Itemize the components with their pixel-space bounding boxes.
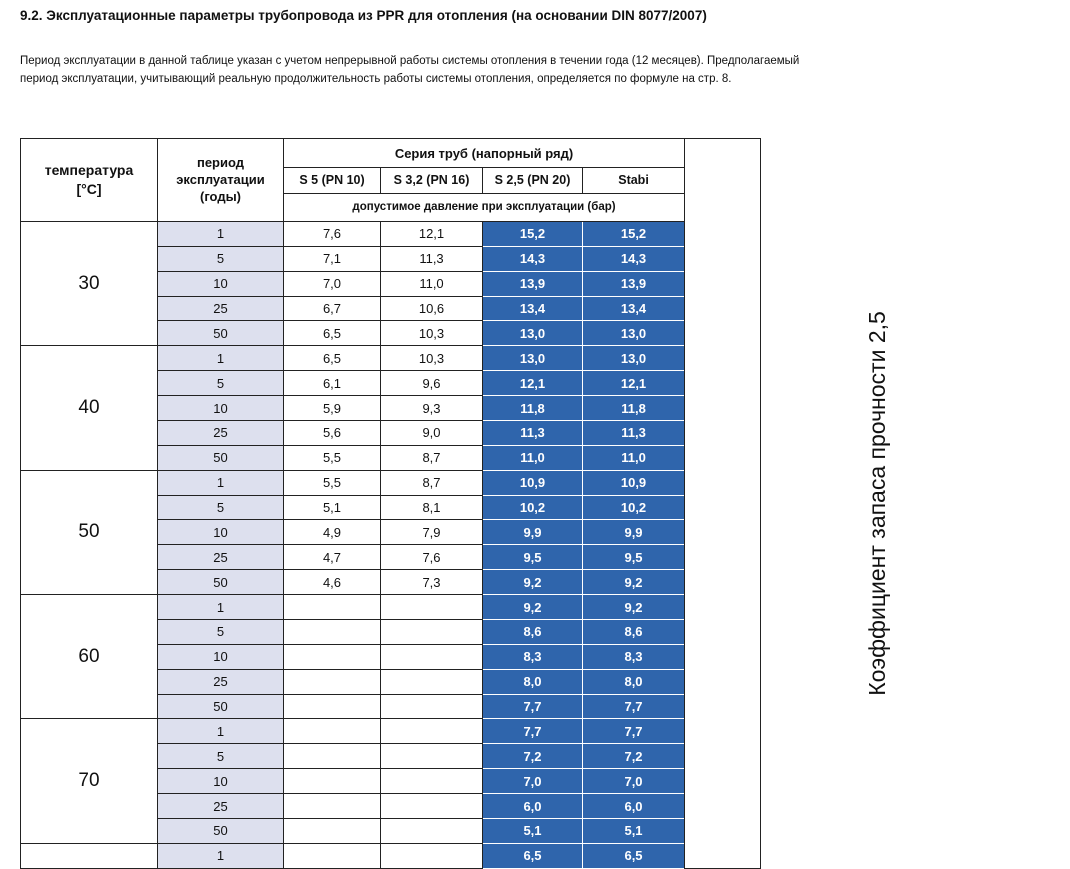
- s25-cell: 6,0: [483, 794, 583, 819]
- s25-cell: 7,7: [483, 719, 583, 744]
- period-cell: 10: [158, 520, 284, 545]
- temperature-cell: 40: [21, 346, 158, 470]
- stabi-cell: 6,5: [583, 843, 685, 868]
- stabi-cell: 13,4: [583, 296, 685, 321]
- s25-cell: 9,2: [483, 595, 583, 620]
- stabi-cell: 9,5: [583, 545, 685, 570]
- period-cell: 50: [158, 321, 284, 346]
- s5-cell: 4,6: [284, 570, 381, 595]
- s32-cell: 8,7: [381, 470, 483, 495]
- period-cell: 5: [158, 246, 284, 271]
- s32-cell: [381, 818, 483, 843]
- stabi-cell: 9,2: [583, 595, 685, 620]
- s25-cell: 8,6: [483, 619, 583, 644]
- period-cell: 5: [158, 744, 284, 769]
- stabi-cell: 8,6: [583, 619, 685, 644]
- s32-cell: [381, 719, 483, 744]
- s5-cell: [284, 669, 381, 694]
- s32-cell: 10,3: [381, 346, 483, 371]
- s25-cell: 11,0: [483, 445, 583, 470]
- s25-cell: 6,5: [483, 843, 583, 868]
- s5-cell: 6,7: [284, 296, 381, 321]
- stabi-cell: 7,0: [583, 769, 685, 794]
- s25-cell: 14,3: [483, 246, 583, 271]
- period-cell: 25: [158, 669, 284, 694]
- s25-cell: 13,0: [483, 346, 583, 371]
- s25-cell: 13,0: [483, 321, 583, 346]
- period-cell: 25: [158, 545, 284, 570]
- s5-cell: [284, 794, 381, 819]
- s32-cell: 9,3: [381, 396, 483, 421]
- table-row: [21, 843, 761, 868]
- stabi-cell: 14,3: [583, 246, 685, 271]
- stabi-cell: 13,0: [583, 321, 685, 346]
- s32-cell: 12,1: [381, 221, 483, 246]
- s5-cell: 7,6: [284, 221, 381, 246]
- period-cell: 1: [158, 221, 284, 246]
- s5-cell: 6,5: [284, 321, 381, 346]
- period-cell: 1: [158, 843, 284, 868]
- period-cell: 5: [158, 371, 284, 396]
- temperature-cell: 30: [21, 221, 158, 345]
- period-cell: 5: [158, 495, 284, 520]
- s32-cell: 9,6: [381, 371, 483, 396]
- s5-cell: [284, 644, 381, 669]
- s32-cell: 11,0: [381, 271, 483, 296]
- stabi-cell: 15,2: [583, 221, 685, 246]
- stabi-cell: 6,0: [583, 794, 685, 819]
- s32-cell: [381, 644, 483, 669]
- s25-cell: 10,9: [483, 470, 583, 495]
- s5-cell: 7,1: [284, 246, 381, 271]
- s5-cell: [284, 619, 381, 644]
- s25-cell: 13,9: [483, 271, 583, 296]
- header-series: Серия труб (напорный ряд): [284, 139, 685, 168]
- s32-cell: [381, 794, 483, 819]
- s32-cell: 10,6: [381, 296, 483, 321]
- table-row: [21, 346, 761, 371]
- coefficient-label: [685, 139, 890, 869]
- header-col-s25: S 2,5 (PN 20): [483, 168, 583, 194]
- header-period: период эксплуатации (годы): [158, 139, 284, 222]
- stabi-cell: 12,1: [583, 371, 685, 396]
- period-cell: 10: [158, 644, 284, 669]
- period-cell: 50: [158, 570, 284, 595]
- period-cell: 1: [158, 470, 284, 495]
- period-cell: 10: [158, 271, 284, 296]
- s32-cell: [381, 694, 483, 719]
- period-cell: 25: [158, 420, 284, 445]
- s32-cell: [381, 843, 483, 868]
- s25-cell: 7,2: [483, 744, 583, 769]
- stabi-cell: 9,9: [583, 520, 685, 545]
- stabi-cell: 7,7: [583, 694, 685, 719]
- stabi-cell: 7,7: [583, 719, 685, 744]
- s32-cell: [381, 769, 483, 794]
- header-col-stabi: Stabi: [583, 168, 685, 194]
- s32-cell: [381, 744, 483, 769]
- header-temperature: температура [°С]: [21, 139, 158, 222]
- s32-cell: 8,7: [381, 445, 483, 470]
- s32-cell: [381, 669, 483, 694]
- table-row: [21, 719, 761, 744]
- s5-cell: 5,5: [284, 470, 381, 495]
- intro-paragraph: Период эксплуатации в данной таблице указан с учетом непрерывной работы системы отопления в течении года (12 месяцев). Предполагаемый период эксплуатации, учитывающий реальную продолжительность работы системы отопления, определяется по формуле на стр. 8.: [20, 55, 800, 85]
- table-row: [21, 595, 761, 620]
- s32-cell: 11,3: [381, 246, 483, 271]
- s32-cell: 9,0: [381, 420, 483, 445]
- period-cell: 50: [158, 445, 284, 470]
- s32-cell: 7,9: [381, 520, 483, 545]
- s5-cell: 4,9: [284, 520, 381, 545]
- table-row: [21, 470, 761, 495]
- s25-cell: 7,0: [483, 769, 583, 794]
- stabi-cell: 10,9: [583, 470, 685, 495]
- header-col-s5: S 5 (PN 10): [284, 168, 381, 194]
- s32-cell: 8,1: [381, 495, 483, 520]
- s5-cell: 4,7: [284, 545, 381, 570]
- s25-cell: 8,3: [483, 644, 583, 669]
- period-cell: 25: [158, 296, 284, 321]
- stabi-cell: 7,2: [583, 744, 685, 769]
- pressure-table: [20, 138, 890, 869]
- stabi-cell: 11,0: [583, 445, 685, 470]
- period-cell: 1: [158, 346, 284, 371]
- s5-cell: [284, 595, 381, 620]
- s5-cell: [284, 744, 381, 769]
- stabi-cell: 8,3: [583, 644, 685, 669]
- period-cell: 25: [158, 794, 284, 819]
- s25-cell: 8,0: [483, 669, 583, 694]
- stabi-cell: 11,3: [583, 420, 685, 445]
- s32-cell: 10,3: [381, 321, 483, 346]
- temperature-cell: 60: [21, 595, 158, 719]
- period-cell: 50: [158, 694, 284, 719]
- s5-cell: 5,5: [284, 445, 381, 470]
- stabi-cell: 9,2: [583, 570, 685, 595]
- period-cell: 10: [158, 396, 284, 421]
- s32-cell: 7,3: [381, 570, 483, 595]
- period-cell: 1: [158, 595, 284, 620]
- table-row: [21, 221, 761, 246]
- s25-cell: 9,5: [483, 545, 583, 570]
- stabi-cell: 8,0: [583, 669, 685, 694]
- s5-cell: [284, 818, 381, 843]
- s32-cell: [381, 595, 483, 620]
- s5-cell: 7,0: [284, 271, 381, 296]
- s5-cell: 6,1: [284, 371, 381, 396]
- header-pressure-note: допустимое давление при эксплуатации (бар): [284, 193, 685, 221]
- temperature-cell: 50: [21, 470, 158, 594]
- s25-cell: 15,2: [483, 221, 583, 246]
- s5-cell: 6,5: [284, 346, 381, 371]
- s25-cell: 9,2: [483, 570, 583, 595]
- s5-cell: [284, 694, 381, 719]
- s25-cell: 5,1: [483, 818, 583, 843]
- period-cell: 10: [158, 769, 284, 794]
- stabi-cell: 13,0: [583, 346, 685, 371]
- period-cell: 50: [158, 818, 284, 843]
- page-title: 9.2. Эксплуатационные параметры трубопровода из PPR для отопления (на основании DIN 8077/2007): [20, 8, 707, 23]
- s5-cell: 5,9: [284, 396, 381, 421]
- s32-cell: 7,6: [381, 545, 483, 570]
- s5-cell: [284, 719, 381, 744]
- stabi-cell: 11,8: [583, 396, 685, 421]
- s32-cell: [381, 619, 483, 644]
- s5-cell: [284, 769, 381, 794]
- s25-cell: 11,8: [483, 396, 583, 421]
- s5-cell: 5,6: [284, 420, 381, 445]
- s25-cell: 9,9: [483, 520, 583, 545]
- coefficient-text: Коэффициент запаса прочности 2,5: [863, 311, 890, 696]
- stabi-cell: 5,1: [583, 818, 685, 843]
- s5-cell: 5,1: [284, 495, 381, 520]
- stabi-cell: 13,9: [583, 271, 685, 296]
- header-col-s32: S 3,2 (PN 16): [381, 168, 483, 194]
- s25-cell: 7,7: [483, 694, 583, 719]
- temperature-cell: 70: [21, 719, 158, 843]
- s25-cell: 13,4: [483, 296, 583, 321]
- s25-cell: 11,3: [483, 420, 583, 445]
- s5-cell: [284, 843, 381, 868]
- period-cell: 5: [158, 619, 284, 644]
- stabi-cell: 10,2: [583, 495, 685, 520]
- s25-cell: 12,1: [483, 371, 583, 396]
- temperature-cell: [21, 843, 158, 868]
- period-cell: 1: [158, 719, 284, 744]
- s25-cell: 10,2: [483, 495, 583, 520]
